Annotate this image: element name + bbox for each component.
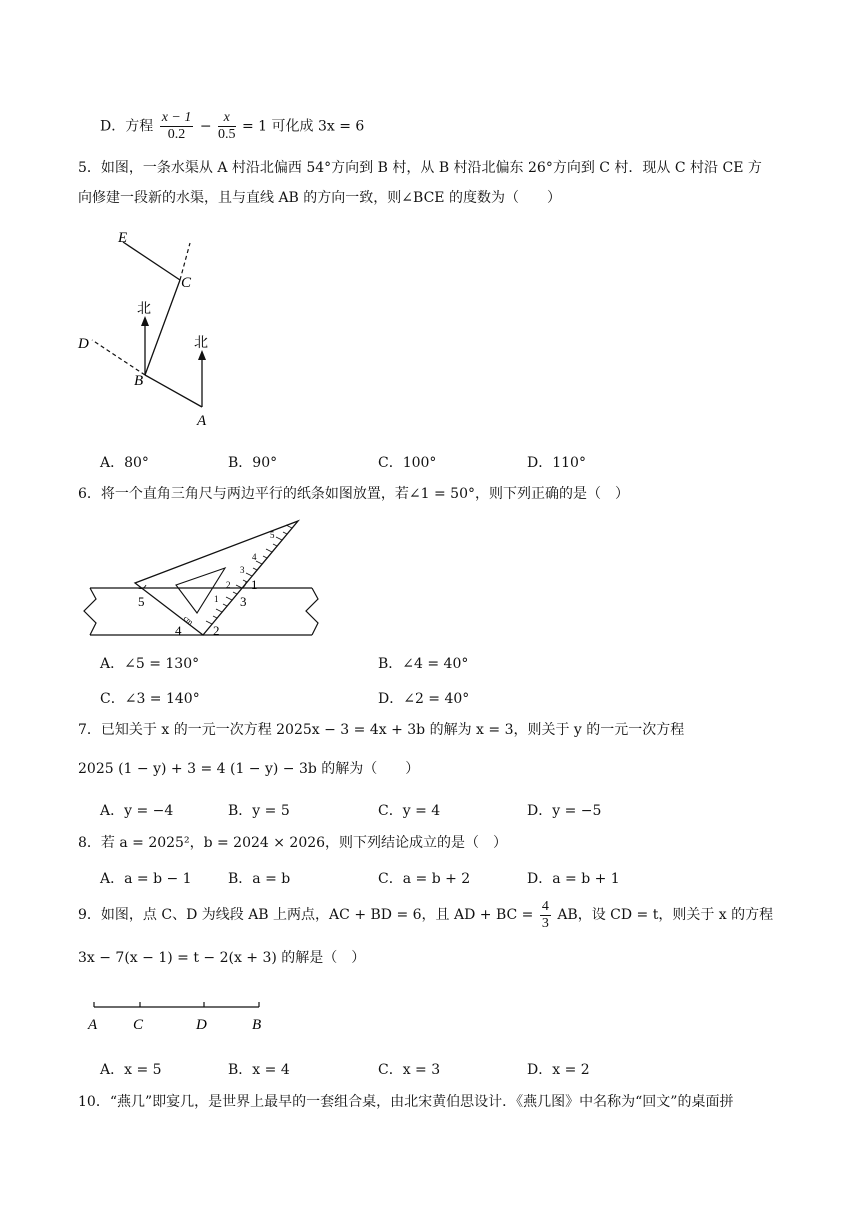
q9-fraction: $\frac{4}{3}$ — [541, 898, 549, 931]
north-label-2: 北 — [194, 336, 208, 351]
point-b: B — [252, 1017, 262, 1033]
angle-label-3: 3 — [240, 594, 247, 609]
point-d: D — [196, 1017, 207, 1033]
q9-figure — [84, 995, 269, 1040]
label-d: D — [78, 336, 89, 352]
q6-option-c: C．∠3 = 140° — [100, 691, 200, 707]
q9-text-pre: 9．如图，点 C、D 为线段 AB 上两点，AC + BD = 6，且 AD + BC = — [78, 907, 534, 923]
q8-option-d: D．a = b + 1 — [527, 871, 620, 887]
q9-option-b: B．x = 4 — [228, 1062, 290, 1078]
point-c: C — [133, 1017, 144, 1033]
q8-text-line1: 8．若 a = 2025²，b = 2024 × 2026，则下列结论成立的是（ ） — [78, 835, 508, 851]
q5-option-b: B．90° — [228, 455, 278, 471]
q9-option-a: A．x = 5 — [100, 1062, 162, 1078]
q7-text-line2: 2025 (1 − y) + 3 = 4 (1 − y) − 3b 的解为（ ） — [78, 761, 420, 777]
north-label-1: 北 — [137, 302, 151, 317]
q7-option-a: A．y = −4 — [100, 803, 174, 819]
angle-label-5: 5 — [138, 594, 145, 609]
q5-text-line1: 5．如图，一条水渠从 A 村沿北偏西 54°方向到 B 村，从 B 村沿北偏东 26°方向到 C 村．现从 C 村沿 CE 方 — [78, 160, 762, 176]
q6-text-line1: 6．将一个直角三角尺与两边平行的纸条如图放置，若∠1 = 50°，则下列正确的是（ ） — [78, 486, 629, 502]
ruler-num-4: 4 — [252, 552, 257, 562]
q6-option-d: D．∠2 = 40° — [378, 691, 470, 707]
q5-option-c: C．100° — [378, 455, 437, 471]
q10-text-line1: 10．“燕几”即宴几，是世界上最早的一套组合桌，由北宋黄伯思设计．《燕几图》中名称为“回文”的桌面拼 — [78, 1094, 734, 1110]
q5-option-d: D．110° — [527, 455, 586, 471]
q6-option-b: B．∠4 = 40° — [378, 656, 469, 672]
fraction-1: $\frac{x - 1}{0.2}$ — [161, 110, 192, 142]
q9-option-d: D．x = 2 — [527, 1062, 590, 1078]
q9-text-post: AB，设 CD = t，则关于 x 的方程 — [557, 907, 774, 923]
q7-option-d: D．y = −5 — [527, 803, 602, 819]
q6-figure — [80, 515, 325, 640]
q5-option-a: A．80° — [100, 455, 149, 471]
q7-option-b: B．y = 5 — [228, 803, 290, 819]
ruler-num-5: 5 — [270, 530, 275, 540]
q9-option-c: C．x = 3 — [378, 1062, 441, 1078]
q4-option-d-rest: = 1 可化成 3x = 6 — [241, 118, 365, 135]
q4-option-d-label: D．方程 — [100, 118, 154, 135]
fraction-2: $\frac{x}{0.5}$ — [218, 110, 236, 142]
q8-option-b: B．a = b — [228, 871, 291, 887]
q7-text-line1: 7．已知关于 x 的一元一次方程 2025x − 3 = 4x + 3b 的解为 x = 3，则关于 y 的一元一次方程 — [78, 722, 685, 738]
q5-figure — [70, 220, 240, 435]
label-a: A — [197, 413, 207, 429]
angle-label-2: 2 — [213, 623, 220, 638]
q8-option-a: A．a = b − 1 — [100, 871, 192, 887]
ruler-num-1: 1 — [214, 594, 219, 604]
point-a: A — [88, 1017, 98, 1033]
label-b: B — [134, 373, 144, 389]
label-c: C — [181, 275, 192, 291]
q4-option-d — [100, 110, 364, 150]
ruler-num-3: 3 — [240, 565, 245, 575]
q9-text-line2: 3x − 7(x − 1) = t − 2(x + 3) 的解是（ ） — [78, 950, 366, 966]
ruler-unit-label: cm — [181, 613, 195, 627]
q6-option-a: A．∠5 = 130° — [100, 656, 200, 672]
q8-option-c: C．a = b + 2 — [378, 871, 471, 887]
minus-sign: − — [199, 118, 212, 135]
angle-label-4: 4 — [175, 623, 182, 638]
angle-label-1: 1 — [251, 577, 258, 592]
q7-option-c: C．y = 4 — [378, 803, 441, 819]
q9-text-line1 — [78, 897, 773, 937]
label-e: E — [118, 230, 128, 246]
q5-text-line2: 向修建一段新的水渠，且与直线 AB 的方向一致，则∠BCE 的度数为（ ） — [78, 190, 561, 206]
ruler-num-2: 2 — [226, 580, 231, 590]
